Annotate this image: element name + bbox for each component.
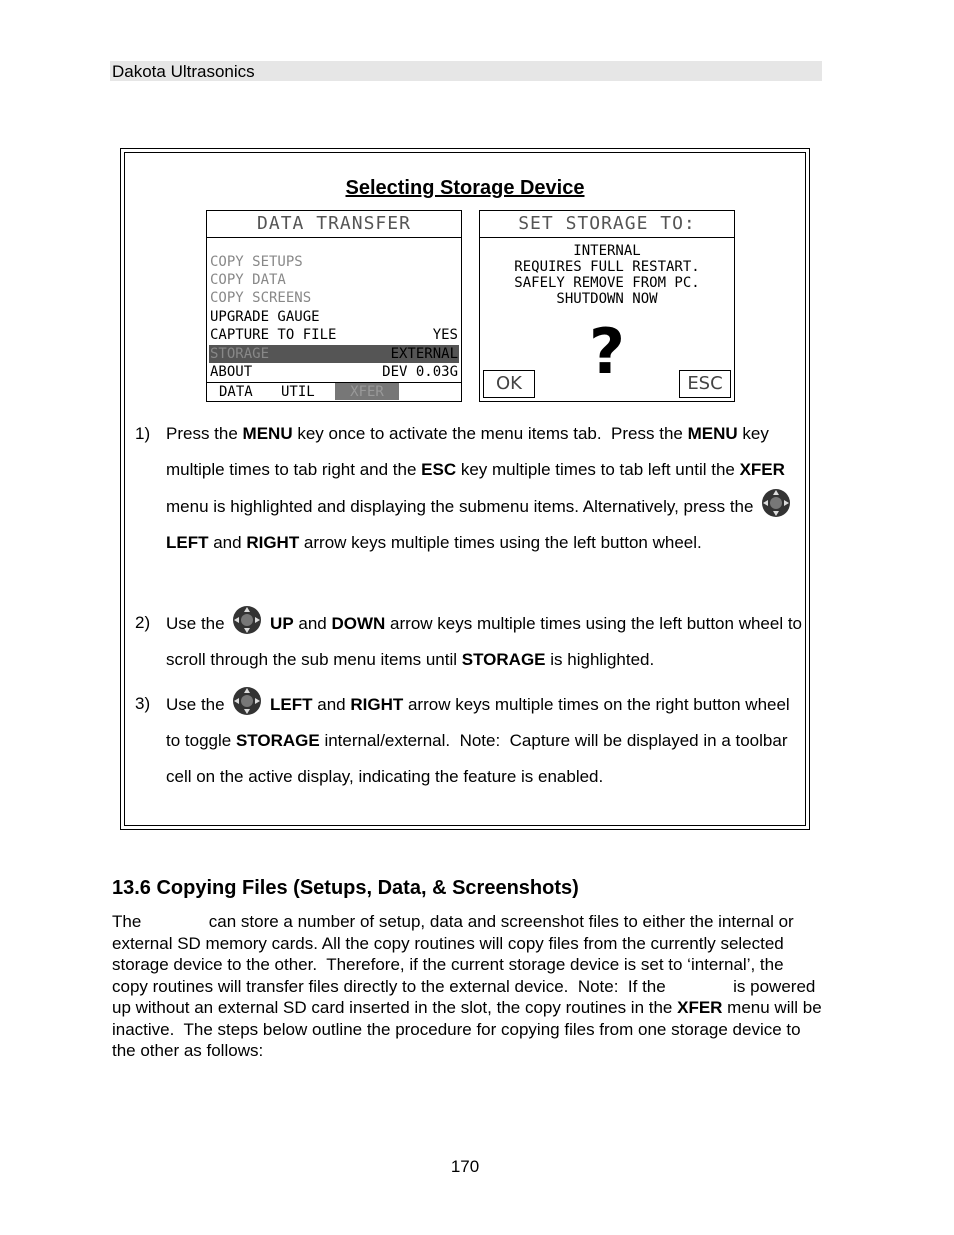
step-number: 2) [135,613,151,632]
screen-title: DATA TRANSFER [207,211,461,238]
screen-title: SET STORAGE TO: [480,211,734,238]
message-line: SHUTDOWN NOW [556,291,658,307]
header-company: Dakota Ultrasonics [112,62,255,81]
menu-item-upgrade-gauge[interactable] [209,308,459,326]
tab-util[interactable]: UTIL [281,384,315,400]
menu-value: YES [432,327,458,343]
button-wheel-icon [760,488,792,518]
menu-label: ABOUT [210,364,253,380]
menu-item-about[interactable] [209,363,459,381]
message-line: REQUIRES FULL RESTART. [514,259,700,275]
menu-label: UPGRADE GAUGE [210,309,320,325]
menu-item-copy-data[interactable] [209,271,459,289]
step-number: 3) [135,694,151,713]
esc-button[interactable]: ESC [679,370,731,398]
message-line: INTERNAL [573,243,641,259]
data-transfer-screen [206,210,462,402]
menu-item-storage[interactable] [209,345,459,363]
question-mark-icon: ? [589,315,625,388]
storage-message [480,243,734,307]
menu-value: DEV 0.03G [382,364,458,380]
step-text: Use the UP and DOWN arrow keys multiple times using the left button wheel to scroll through the sub menu items until STORAGE is highlighted. [166,605,805,678]
step-text: Use the LEFT and RIGHT arrow keys multiple times on the right button wheel to toggle STORAGE internal/external. Note: Capture will be displayed in a toolbar cell on the active display, indicating the feature is enabled. [166,686,805,795]
button-wheel-icon [231,686,263,716]
menu-tabs [207,382,461,401]
section-heading: 13.6 Copying Files (Setups, Data, & Screenshots) [112,877,579,899]
tab-data[interactable]: DATA [219,384,253,400]
menu-label: COPY DATA [210,272,286,288]
menu-label: COPY SCREENS [210,290,312,306]
set-storage-screen [479,210,735,402]
tab-xfer[interactable]: XFER [335,383,399,400]
ok-button[interactable]: OK [483,370,535,398]
button-wheel-icon [231,605,263,635]
figure-box-inner [124,152,806,826]
figure-box [120,148,810,830]
section-paragraph: The can store a number of setup, data and screenshot files to either the internal or external SD memory cards. All the copy routines will copy files from the currently selected storage device to the other. Therefore, if the current storage device is set to ‘internal’, the copy routines will transfer files directly to the external device. Note: If the is powered up without an external SD card inserted in the slot, the copy routines in the XFER menu will be inactive. The steps below outline the procedure for copying files from one storage device to the other as follows: [112,912,822,1060]
menu-label: CAPTURE TO FILE [210,327,337,343]
page-number: 170 [450,1157,480,1176]
menu-item-copy-screens[interactable] [209,289,459,307]
figure-title: Selecting Storage Device [345,177,585,199]
menu-value: EXTERNAL [390,346,458,362]
menu-label: COPY SETUPS [210,254,303,270]
step-text: Press the MENU key once to activate the menu items tab. Press the MENU key multiple times to tab right and the ESC key multiple times to tab left until the XFER menu is highlighted and displaying the submenu items. Alternatively, press the LEFT and RIGHT arrow keys multiple times using the left button wheel. [166,416,805,561]
message-line: SAFELY REMOVE FROM PC. [514,275,700,291]
step-number: 1) [135,424,151,443]
menu-label: STORAGE [210,346,270,362]
menu-item-copy-setups[interactable] [209,253,459,271]
menu-item-capture-to-file[interactable] [209,326,459,344]
